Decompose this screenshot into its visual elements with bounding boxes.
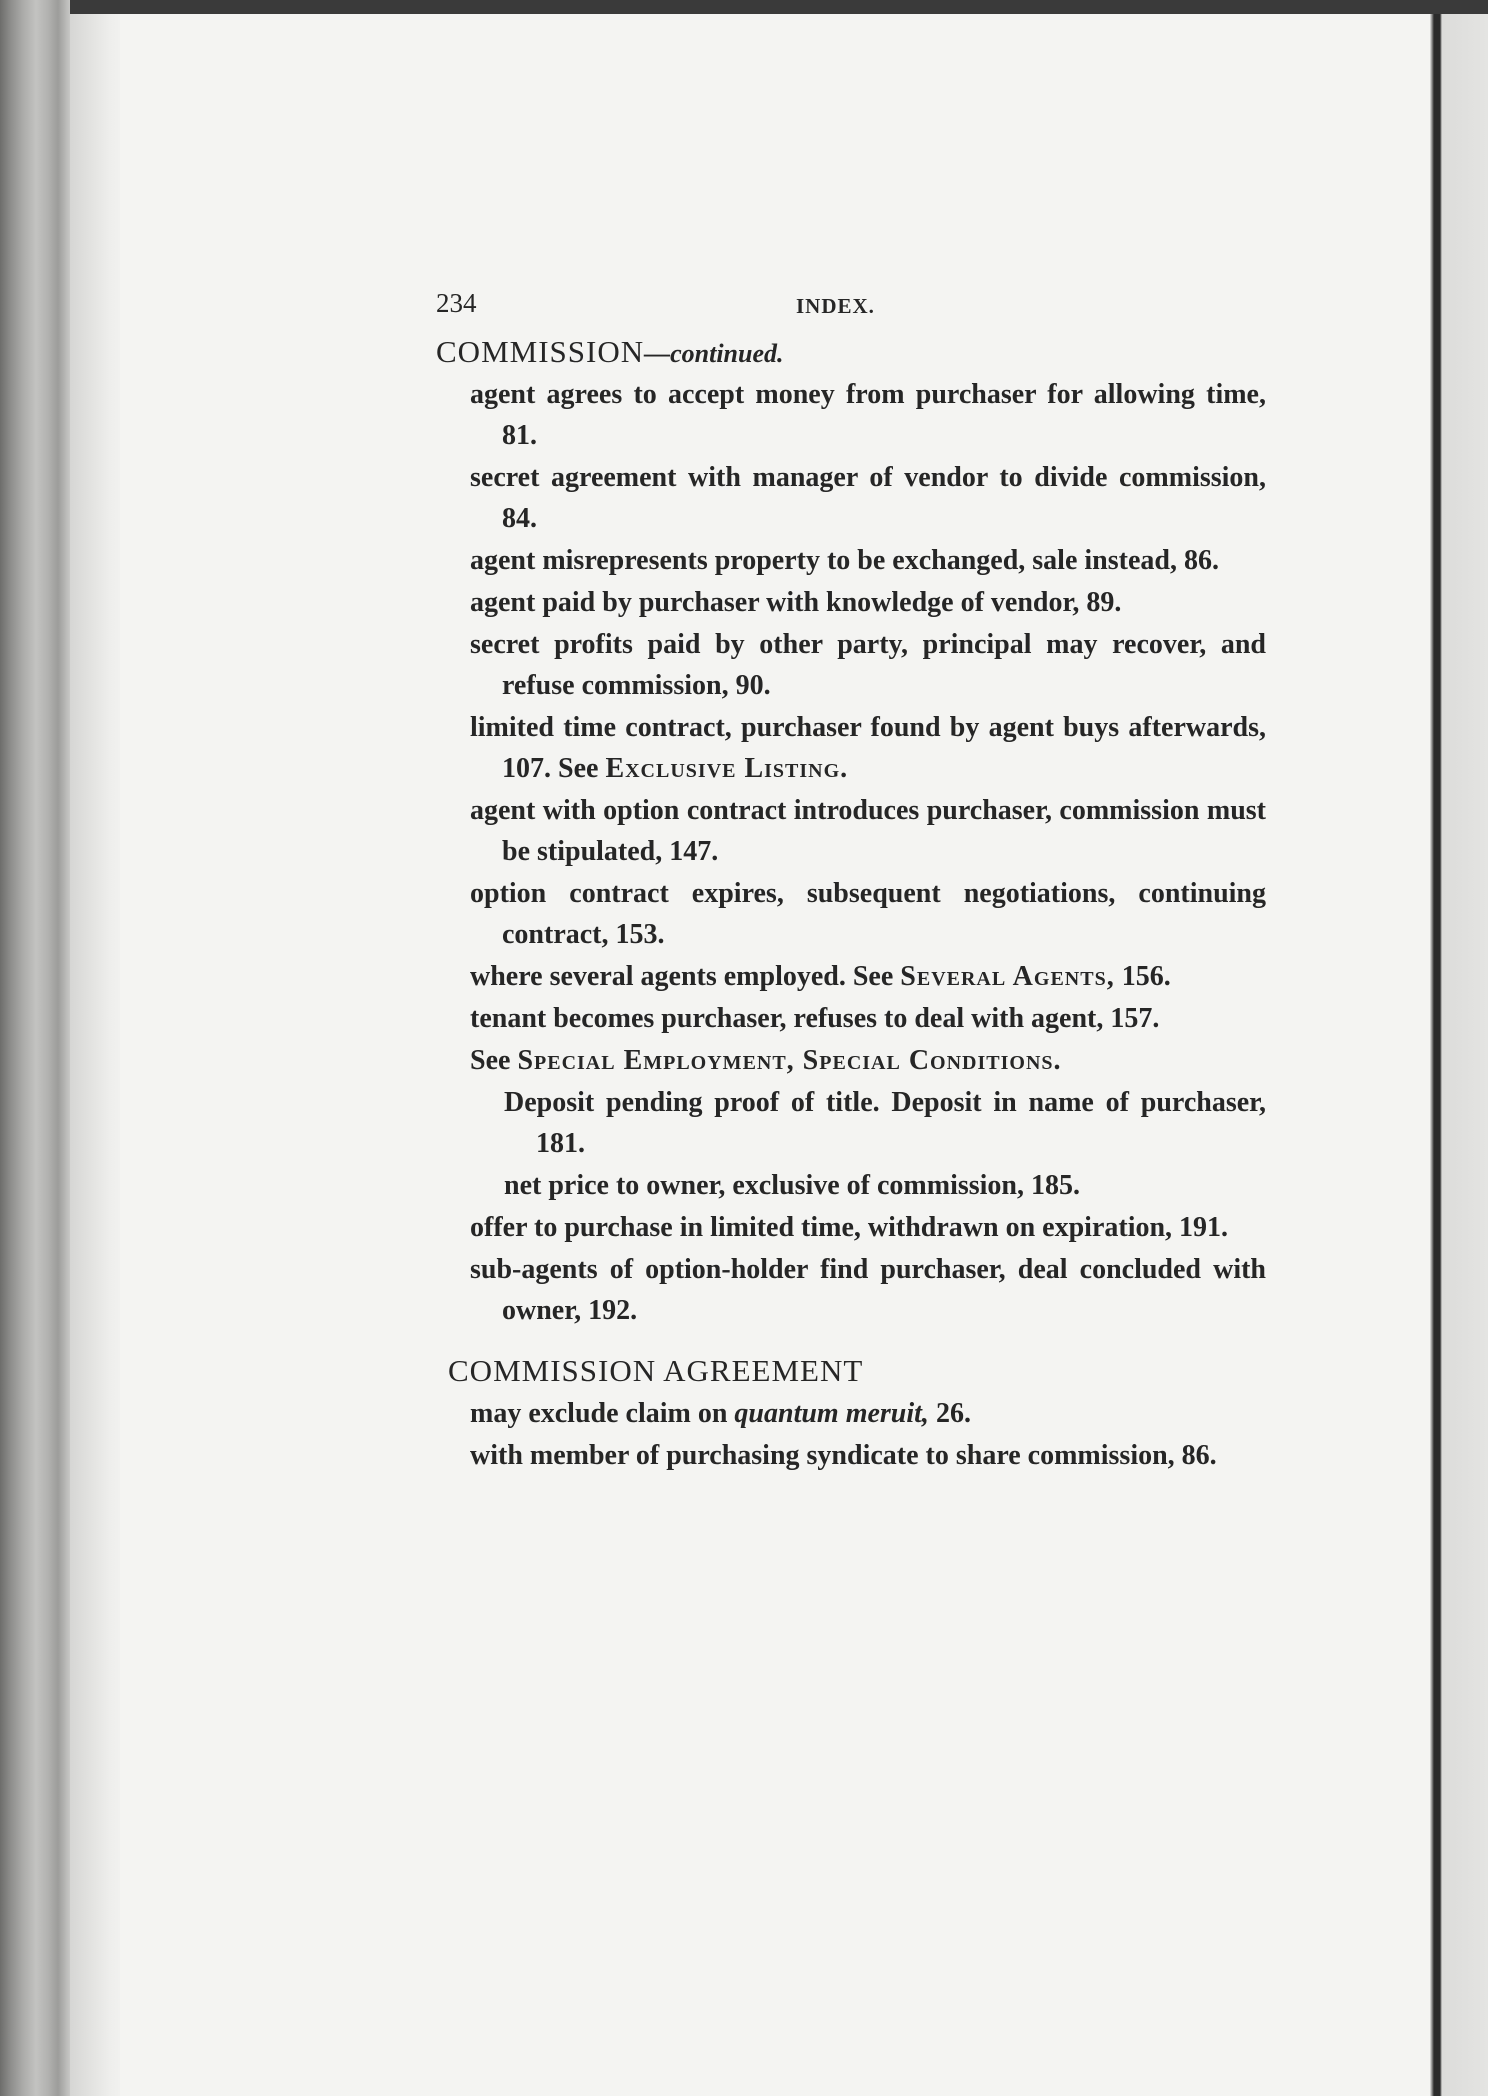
index-entry bbox=[436, 457, 1266, 539]
index-entry bbox=[436, 540, 1266, 581]
entry-text: Deposit pending proof of title. Deposit in name of purchaser, 181. bbox=[504, 1087, 1266, 1159]
entry-text: agent misrepresents property to be exchanged, sale instead, 86. bbox=[470, 545, 1219, 576]
entry-suffix: 26. bbox=[928, 1398, 971, 1429]
entry-suffix: 156. bbox=[1114, 961, 1171, 992]
entry-text: where several agents employed. bbox=[470, 961, 846, 992]
entry-text: secret agreement with manager of vendor to divide commission, 84. bbox=[470, 462, 1266, 534]
section-heading-commission bbox=[436, 334, 1266, 370]
section-heading-commission-agreement bbox=[436, 1353, 1266, 1389]
index-entry bbox=[436, 1249, 1266, 1331]
entry-text: agent agrees to accept money from purchaser for allowing time, 81. bbox=[470, 379, 1266, 451]
entry-text: net price to owner, exclusive of commission, 185. bbox=[504, 1170, 1080, 1201]
facing-page-edge bbox=[1430, 14, 1488, 2096]
see-prefix: See bbox=[845, 961, 901, 992]
index-entry bbox=[436, 624, 1266, 706]
index-entry bbox=[436, 707, 1266, 789]
page-number: 234 bbox=[436, 288, 477, 318]
entry-text: may exclude claim on bbox=[470, 1398, 735, 1429]
index-entry bbox=[436, 374, 1266, 456]
italic-term: quantum meruit, bbox=[734, 1398, 929, 1429]
entry-text: tenant becomes purchaser, refuses to deal with agent, 157. bbox=[470, 1003, 1160, 1034]
cross-reference: Exclusive Listing. bbox=[605, 753, 849, 784]
running-head bbox=[436, 280, 1266, 330]
index-entry bbox=[436, 1393, 1266, 1434]
book-page-edges bbox=[0, 0, 70, 2096]
cross-reference: Special Employment, Special Conditions. bbox=[517, 1045, 1062, 1076]
page-gutter bbox=[70, 14, 126, 2096]
entry-text: sub-agents of option-holder find purchaser, deal concluded with owner, 192. bbox=[470, 1254, 1266, 1326]
index-entry bbox=[436, 998, 1266, 1039]
index-entry bbox=[436, 956, 1266, 997]
running-title: INDEX. bbox=[796, 294, 875, 318]
index-entry bbox=[436, 582, 1266, 623]
index-entry bbox=[436, 873, 1266, 955]
index-entry bbox=[436, 790, 1266, 872]
heading-text: COMMISSION AGREEMENT bbox=[448, 1353, 864, 1388]
entry-text: agent with option contract introduces purchaser, commission must be stipulated, 147. bbox=[470, 795, 1266, 867]
index-entry bbox=[436, 1207, 1266, 1248]
index-subentry bbox=[436, 1165, 1266, 1206]
entry-text: offer to purchase in limited time, withdrawn on expiration, 191. bbox=[470, 1212, 1229, 1243]
cross-reference: Several Agents, bbox=[900, 961, 1115, 992]
heading-text: COMMISSION bbox=[436, 334, 645, 369]
entry-text: secret profits paid by other party, principal may recover, and refuse commission, 90. bbox=[470, 629, 1266, 701]
index-subentry bbox=[436, 1082, 1266, 1164]
index-entry bbox=[436, 1435, 1266, 1476]
entry-text: with member of purchasing syndicate to share commission, 86. bbox=[470, 1440, 1217, 1471]
entry-text: agent paid by purchaser with knowledge of vendor, 89. bbox=[470, 587, 1122, 618]
entry-text: See bbox=[470, 1045, 518, 1076]
entry-text: limited time contract, purchaser found by agent buys afterwards, 107. bbox=[470, 712, 1266, 784]
entry-text: option contract expires, subsequent negotiations, continuing contract, 153. bbox=[470, 878, 1266, 950]
scan-top-border bbox=[0, 0, 1488, 14]
see-prefix: See bbox=[551, 753, 606, 784]
heading-suffix: —continued. bbox=[644, 339, 784, 368]
index-text bbox=[436, 280, 1266, 1477]
index-entry bbox=[436, 1040, 1266, 1081]
